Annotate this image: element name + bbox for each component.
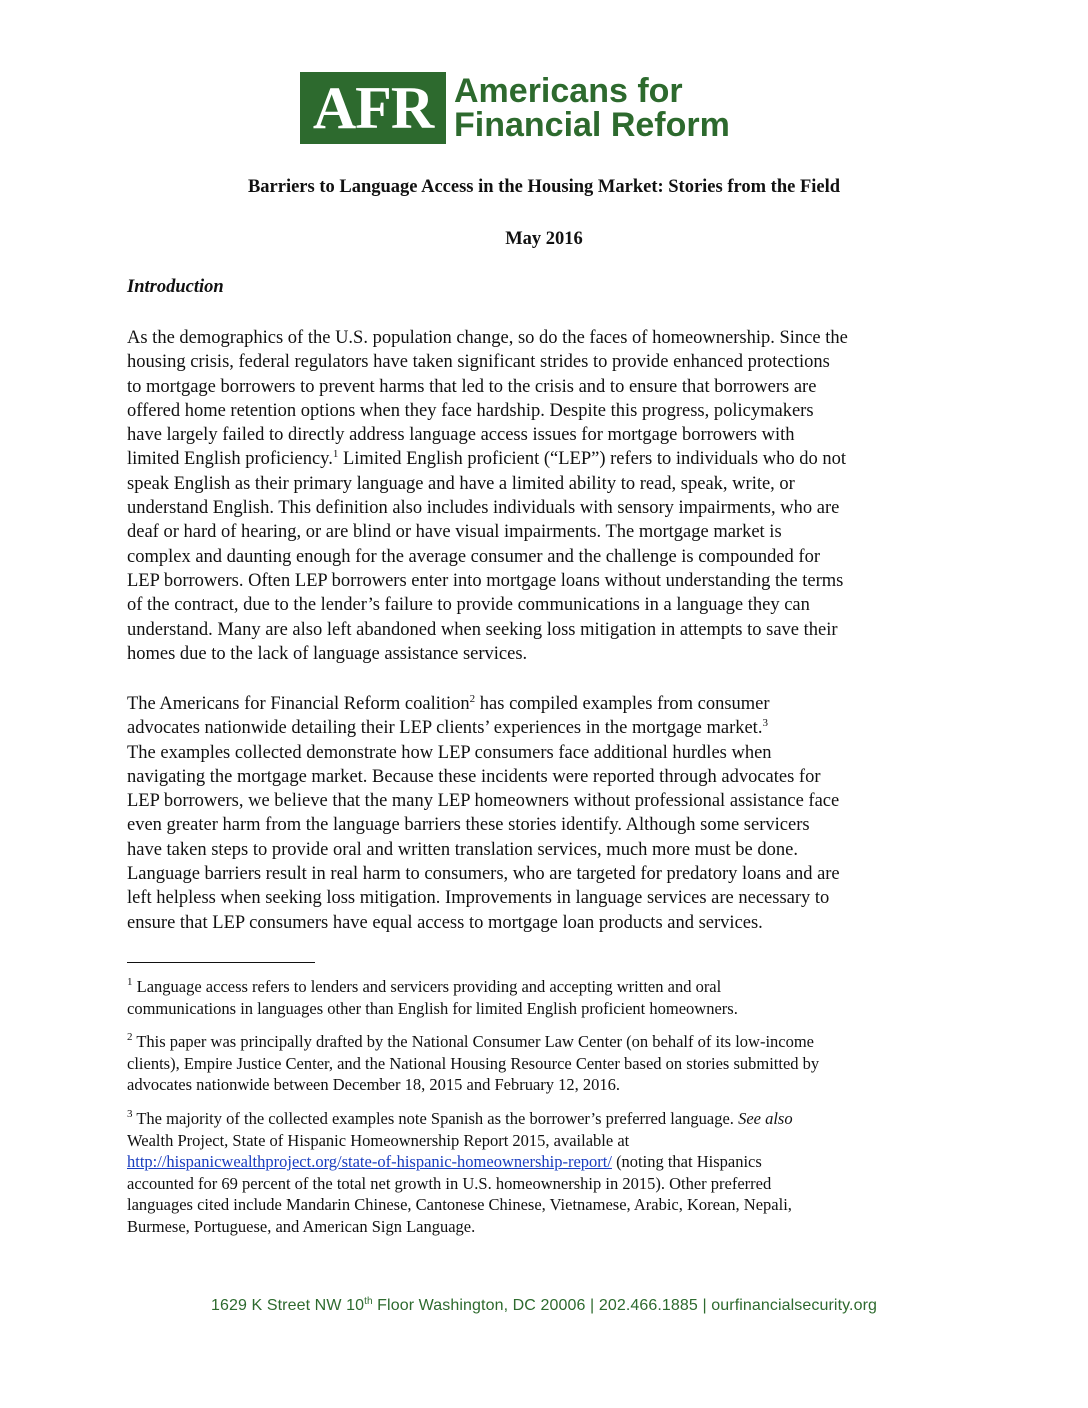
section-heading-introduction: Introduction: [127, 277, 224, 297]
text-line: complex and daunting enough for the average consumer and the challenge is compounded for: [127, 546, 821, 567]
afr-logo: [300, 72, 730, 144]
text-line: [127, 1151, 967, 1173]
text-line: As the demographics of the U.S. population change, so do the faces of homeownership. Since the: [127, 328, 848, 348]
text-segment: (noting that Hispanics: [611, 1152, 762, 1171]
text-line: [127, 692, 967, 716]
text-line: [127, 976, 967, 998]
text-line: communications in languages other than English for limited English proficient homeowners.: [127, 998, 738, 1018]
logo-line-1: Americans for: [454, 72, 683, 110]
text-line: offered home retention options when they face hardship. Despite this progress, policymakers: [127, 400, 814, 421]
text-line: [127, 1108, 967, 1130]
text-line: ensure that LEP consumers have equal access to mortgage loan products and services.: [127, 912, 763, 933]
text-line: The examples collected demonstrate how LEP consumers face additional hurdles when: [127, 742, 772, 763]
logo-line-2: Financial Reform: [454, 106, 730, 144]
page-footer-contact: [0, 1297, 1088, 1315]
text-line: Burmese, Portuguese, and American Sign Language.: [127, 1216, 476, 1236]
hispanic-homeownership-report-link[interactable]: http://hispanicwealthproject.org/state-of-hispanic-homeownership-report/: [127, 1152, 612, 1171]
text-line: LEP borrowers. Often LEP borrowers enter into mortgage loans without understanding the terms: [127, 570, 844, 591]
text-line: housing crisis, federal regulators have taken significant strides to provide enhanced protections: [127, 352, 830, 373]
text-line: understand. Many are also left abandoned when seeking loss mitigation in attempts to save their: [127, 619, 838, 640]
text-line: homes due to the lack of language assistance services.: [127, 643, 528, 664]
afr-logo-wordmark: [454, 74, 730, 142]
footer-address: 1629 K Street NW 10: [210, 1297, 365, 1314]
text-line: of the contract, due to the lender’s failure to provide communications in a language they can: [127, 595, 810, 616]
text-segment: The majority of the collected examples note Spanish as the borrower’s preferred language.: [132, 1109, 739, 1128]
paragraph-introduction-2: [127, 692, 967, 935]
text-segment: The Americans for Financial Reform coalition: [127, 694, 470, 714]
see-also-signal: See also: [738, 1109, 793, 1128]
footnote-ref-3[interactable]: 3: [762, 717, 768, 730]
text-line: [127, 716, 967, 740]
text-line: even greater harm from the language barriers these stories identify. Although some servicers: [127, 815, 810, 836]
text-line: left helpless when seeking loss mitigation. Improvements in language services are necessary to: [127, 888, 830, 909]
footnote-number: 2: [127, 1031, 133, 1043]
text-line: LEP borrowers, we believe that the many LEP homeowners without professional assistance face: [127, 791, 840, 812]
text-line: languages cited include Mandarin Chinese, Cantonese Chinese, Vietnamese, Arabic, Korean, Nepali,: [127, 1195, 792, 1214]
footnote-1: [127, 976, 967, 1019]
text-line: navigating the mortgage market. Because these incidents were reported through advocates for: [127, 766, 821, 787]
text-segment: Limited English proficient (“LEP”) refers to individuals who do not: [338, 449, 846, 470]
document-date: May 2016: [505, 229, 583, 249]
text-line: have largely failed to directly address language access issues for mortgage borrowers with: [127, 425, 795, 446]
footnote-number: 1: [127, 976, 133, 988]
footnote-separator: [127, 962, 315, 963]
footnote-3: [127, 1108, 967, 1237]
text-line: clients), Empire Justice Center, and the National Housing Resource Center based on stories submitted by: [127, 1053, 820, 1073]
text-line: Language barriers result in real harm to consumers, who are targeted for predatory loans and are: [127, 864, 840, 885]
text-segment: limited English proficiency.: [127, 449, 333, 470]
footnote-number: 3: [127, 1108, 133, 1120]
footer-contact-details: Floor Washington, DC 20006 | 202.466.1885 | ourfinancialsecurity.org: [372, 1297, 878, 1314]
paragraph-introduction-1: [127, 326, 967, 666]
footnote-ref-2[interactable]: 2: [469, 693, 476, 705]
text-line: have taken steps to provide oral and written translation services, much more must be done.: [127, 839, 798, 860]
text-line: [127, 1031, 967, 1053]
text-line: Wealth Project, State of Hispanic Homeownership Report 2015, available at: [127, 1130, 630, 1150]
footer-ordinal: th: [364, 1296, 373, 1307]
text-segment: has compiled examples from consumer: [475, 694, 770, 714]
text-segment: Language access refers to lenders and servicers providing and accepting written and oral: [132, 977, 722, 996]
text-line: speak English as their primary language and have a limited ability to read, speak, write, or: [127, 473, 795, 494]
text-segment: This paper was principally drafted by the National Consumer Law Center (on behalf of its low-income: [132, 1032, 815, 1051]
text-line: advocates nationwide between December 18, 2015 and February 12, 2016.: [127, 1075, 621, 1094]
footnote-ref-1[interactable]: 1: [332, 448, 339, 461]
text-line: to mortgage borrowers to prevent harms that led to the crisis and to ensure that borrowers are: [127, 376, 817, 397]
afr-logo-mark: AFR: [300, 72, 446, 144]
text-line: [127, 447, 967, 471]
text-line: understand English. This definition also includes individuals with sensory impairments, who are: [127, 498, 840, 519]
text-segment: advocates nationwide detailing their LEP clients’ experiences in the mortgage market.: [127, 718, 763, 739]
text-line: deaf or hard of hearing, or are blind or have visual impairments. The mortgage market is: [127, 522, 782, 543]
footnote-2: [127, 1031, 967, 1096]
text-line: accounted for 69 percent of the total net growth in U.S. homeownership in 2015). Other preferred: [127, 1173, 772, 1193]
document-title: Barriers to Language Access in the Housing Market: Stories from the Field: [247, 177, 841, 197]
